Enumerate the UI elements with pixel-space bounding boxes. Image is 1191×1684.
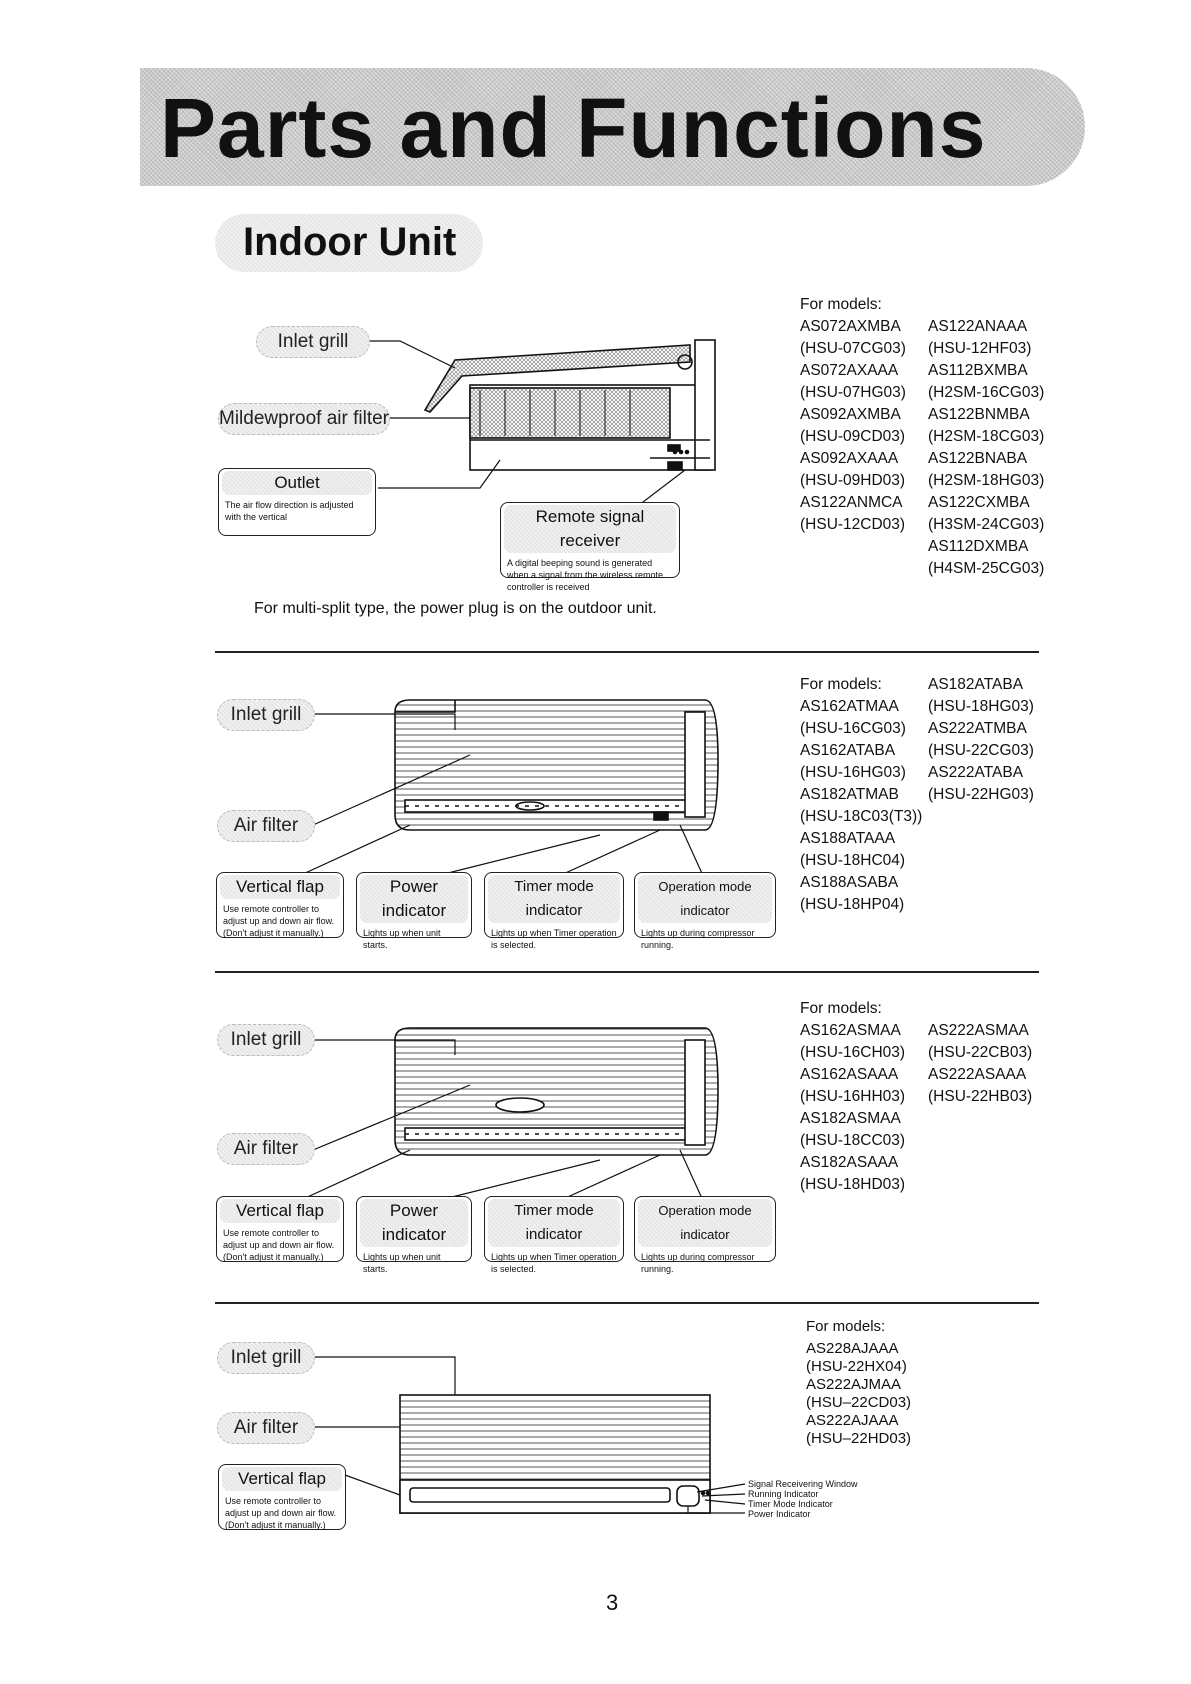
model-item: (HSU-22HG03) xyxy=(928,786,1034,803)
model-item: (HSU-07CG03) xyxy=(800,340,906,357)
model-item: AS112DXMBA xyxy=(928,538,1029,555)
model-item: AS122BNABA xyxy=(928,450,1028,467)
model-item: AS188ASABA xyxy=(800,874,899,891)
operation-indicator-description: Lights up during compressor running. xyxy=(641,928,755,950)
model-item: AS222ASMAA xyxy=(928,1022,1029,1039)
timer-indicator-callout xyxy=(484,872,624,950)
model-item: AS162ASAAA xyxy=(800,1066,899,1083)
section-divider xyxy=(215,651,1039,653)
model-item: (HSU-12HF03) xyxy=(928,340,1032,357)
model-item: AS222ATABA xyxy=(928,764,1024,781)
timer-indicator-label: Timer mode indicator xyxy=(488,1199,620,1247)
section-divider xyxy=(215,971,1039,973)
model-item: AS228AJAAA xyxy=(806,1340,899,1357)
model-item: AS112BXMBA xyxy=(928,362,1028,379)
operation-indicator-callout xyxy=(634,1196,776,1274)
model-item: AS222AJMAA xyxy=(806,1376,902,1393)
operation-indicator-callout xyxy=(634,872,776,950)
remote-receiver-description: A digital beeping sound is generated when a signal from the wireless remote controller is received xyxy=(507,558,664,592)
timer-indicator-description: Lights up when Timer operation is selected. xyxy=(491,1252,617,1274)
outlet-description: The air flow direction is adjusted with the vertical xyxy=(225,500,354,522)
model-item: (HSU–22CD03) xyxy=(806,1394,912,1411)
models-list-2 xyxy=(800,674,922,916)
inlet-grill-label: Inlet grill xyxy=(256,326,370,358)
inlet-grill-label: Inlet grill xyxy=(217,1024,315,1056)
models-heading: For models: xyxy=(800,296,882,313)
vertical-flap-callout xyxy=(218,1464,346,1530)
model-item: AS092AXMBA xyxy=(800,406,901,423)
power-indicator-label: Power indicator xyxy=(360,1199,468,1247)
model-item: (HSU-16CH03) xyxy=(800,1044,906,1061)
model-item: For models: xyxy=(800,1000,882,1017)
remote-receiver-label: Remote signal receiver xyxy=(504,505,676,553)
models-list-4 xyxy=(806,1318,911,1448)
air-filter-label: Air filter xyxy=(217,810,315,842)
unit-2-drawing xyxy=(395,700,718,830)
model-item: AS222AJAAA xyxy=(806,1412,899,1429)
model-item: AS182ATABA xyxy=(928,676,1024,693)
multi-split-note: For multi-split type, the power plug is on the outdoor unit. xyxy=(254,600,657,617)
timer-mode-indicator-label: Timer Mode Indicator xyxy=(748,1499,833,1509)
model-item: AS222ASAAA xyxy=(928,1066,1027,1083)
models-list-1 xyxy=(800,294,906,536)
vertical-flap-label: Vertical flap xyxy=(222,1467,342,1491)
vertical-flap-callout xyxy=(216,1196,344,1262)
model-item: (HSU–22HD03) xyxy=(806,1430,912,1447)
model-item: (HSU-09HD03) xyxy=(800,472,906,489)
operation-indicator-label: Operation mode indicator xyxy=(638,1199,772,1247)
model-item: AS162ASMAA xyxy=(800,1022,901,1039)
model-item: AS162ATABA xyxy=(800,742,896,759)
unit-4-drawing xyxy=(400,1395,710,1513)
model-item: AS182ASMAA xyxy=(800,1110,901,1127)
power-indicator-label: Power Indicator xyxy=(748,1509,811,1519)
vertical-flap-description: Use remote controller to adjust up and down air flow. (Don't adjust it manually.) xyxy=(225,1496,337,1530)
models-list-3b xyxy=(928,1020,1032,1108)
model-item: (H3SM-24CG03) xyxy=(928,516,1045,533)
signal-window-label: Signal Receivering Window xyxy=(748,1479,858,1489)
outlet-label: Outlet xyxy=(222,471,372,495)
model-item: AS122ANMCA xyxy=(800,494,903,511)
model-item: AS072AXAAA xyxy=(800,362,899,379)
model-item: AS122BNMBA xyxy=(928,406,1030,423)
section-divider xyxy=(215,1302,1039,1304)
model-item: AS188ATAAA xyxy=(800,830,896,847)
model-item: (HSU-16HG03) xyxy=(800,764,906,781)
operation-indicator-label: Operation mode indicator xyxy=(638,875,772,923)
timer-indicator-label: Timer mode indicator xyxy=(488,875,620,923)
model-item: AS092AXAAA xyxy=(800,450,899,467)
model-item: (H2SM-18CG03) xyxy=(928,428,1045,445)
model-item: (H2SM-16CG03) xyxy=(928,384,1045,401)
operation-indicator-description: Lights up during compressor running. xyxy=(641,1252,755,1274)
timer-indicator-callout xyxy=(484,1196,624,1274)
models-list-2b xyxy=(928,674,1034,806)
model-item: (H4SM-25CG03) xyxy=(928,560,1045,577)
model-item: (HSU-09CD03) xyxy=(800,428,906,445)
page-number: 3 xyxy=(606,1590,619,1615)
model-item: (HSU-18HP04) xyxy=(800,896,905,913)
page-title: Parts and Functions xyxy=(160,81,987,175)
model-item: AS182ATMAB xyxy=(800,786,899,803)
model-item: AS162ATMAA xyxy=(800,698,899,715)
model-item: (HSU-18HD03) xyxy=(800,1176,906,1193)
remote-receiver-callout xyxy=(500,502,680,592)
model-item: AS122CXMBA xyxy=(928,494,1030,511)
model-item: (HSU-16HH03) xyxy=(800,1088,906,1105)
model-item: (HSU-22CB03) xyxy=(928,1044,1033,1061)
power-indicator-callout xyxy=(356,1196,472,1274)
inlet-grill-label: Inlet grill xyxy=(217,1342,315,1374)
air-filter-label: Air filter xyxy=(217,1133,315,1165)
power-indicator-description: Lights up when unit starts. xyxy=(363,1252,441,1274)
vertical-flap-callout xyxy=(216,872,344,938)
model-item: (H2SM-18HG03) xyxy=(928,472,1045,489)
mildewproof-filter-label: Mildewproof air filter xyxy=(218,403,390,435)
air-filter-label: Air filter xyxy=(217,1412,315,1444)
model-item: For models: xyxy=(800,676,882,693)
vertical-flap-description: Use remote controller to adjust up and down air flow. (Don't adjust it manually.) xyxy=(223,904,335,938)
model-item: (HSU-18HG03) xyxy=(928,698,1034,715)
model-item: (HSU-22CG03) xyxy=(928,742,1034,759)
model-item: (HSU-18C03(T3)) xyxy=(800,808,923,825)
unit-3-drawing xyxy=(395,1028,718,1155)
model-item: AS072AXMBA xyxy=(800,318,901,335)
model-item: AS222ATMBA xyxy=(928,720,1027,737)
outlet-callout xyxy=(218,468,376,536)
vertical-flap-description: Use remote controller to adjust up and down air flow. (Don't adjust it manually.) xyxy=(223,1228,335,1262)
vertical-flap-label: Vertical flap xyxy=(220,1199,340,1223)
vertical-flap-label: Vertical flap xyxy=(220,875,340,899)
model-item: (HSU-07HG03) xyxy=(800,384,906,401)
inlet-grill-label: Inlet grill xyxy=(217,699,315,731)
models-list-3 xyxy=(800,998,905,1196)
timer-indicator-description: Lights up when Timer operation is selected. xyxy=(491,928,617,950)
model-item: (HSU-12CD03) xyxy=(800,516,906,533)
power-indicator-label: Power indicator xyxy=(360,875,468,923)
model-item: (HSU-18HC04) xyxy=(800,852,906,869)
model-item: AS122ANAAA xyxy=(928,318,1028,335)
models-list-1b xyxy=(928,316,1044,580)
model-item: (HSU-16CG03) xyxy=(800,720,906,737)
power-indicator-callout xyxy=(356,872,472,950)
models-heading: For models: xyxy=(806,1318,886,1335)
power-indicator-description: Lights up when unit starts. xyxy=(363,928,441,950)
model-item: (HSU-22HB03) xyxy=(928,1088,1033,1105)
model-item: (HSU-18CC03) xyxy=(800,1132,906,1149)
running-indicator-label: Running Indicator xyxy=(748,1489,819,1499)
unit-1-drawing xyxy=(425,340,715,470)
model-item: (HSU-22HX04) xyxy=(806,1358,907,1375)
model-item: AS182ASAAA xyxy=(800,1154,899,1171)
section-title: Indoor Unit xyxy=(243,220,457,264)
